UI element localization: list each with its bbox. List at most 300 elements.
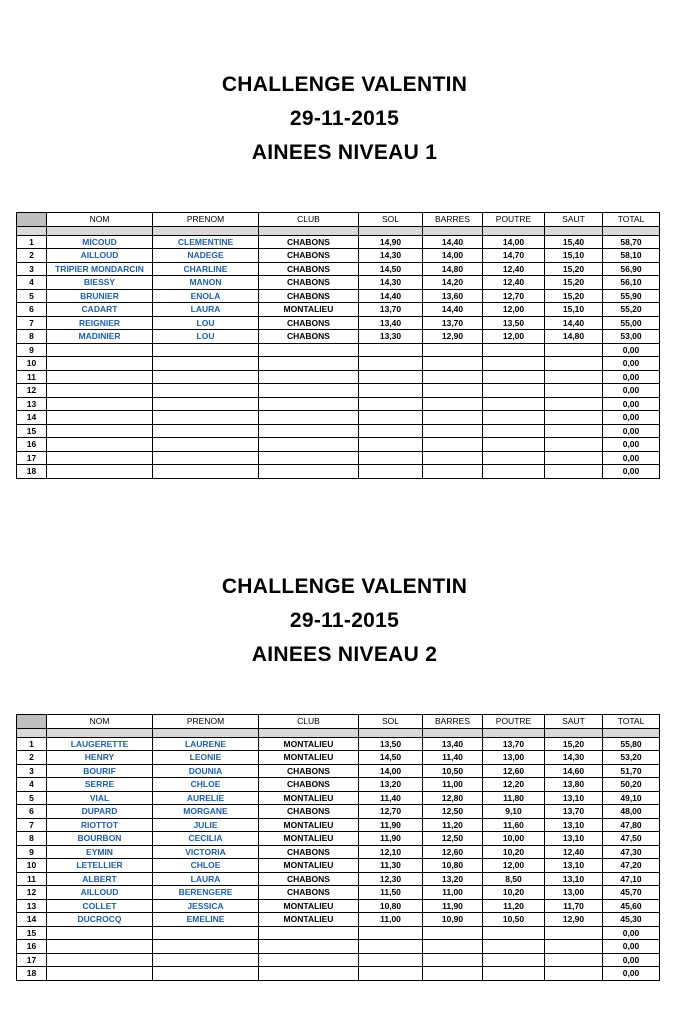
saut-cell: 15,20 [545,289,603,303]
nom-cell: LETELLIER [47,859,153,873]
results-table [16,212,660,479]
club-cell: CHABONS [259,249,359,263]
nom-cell [47,411,153,425]
club-cell [259,384,359,398]
poutre-cell: 12,20 [483,778,545,792]
club-cell [259,451,359,465]
prenom-cell [153,940,259,954]
table-row [17,370,660,384]
saut-cell [545,451,603,465]
club-cell [259,424,359,438]
nom-cell: BIESSY [47,276,153,290]
poutre-cell: 13,70 [483,737,545,751]
rank-cell: 10 [17,357,47,371]
prenom-cell: ENOLA [153,289,259,303]
total-cell: 55,00 [603,316,660,330]
nom-cell: BOURBON [47,832,153,846]
table-row [17,778,660,792]
barres-cell: 14,20 [423,276,483,290]
table-row [17,805,660,819]
club-cell: MONTALIEU [259,751,359,765]
rank-cell: 12 [17,886,47,900]
total-cell: 0,00 [603,411,660,425]
barres-cell [423,465,483,479]
prenom-cell: JULIE [153,818,259,832]
total-cell: 47,10 [603,872,660,886]
nom-cell: DUCROCQ [47,913,153,927]
poutre-cell: 14,00 [483,235,545,249]
poutre-cell: 11,80 [483,791,545,805]
prenom-cell: LAURA [153,303,259,317]
col-header-poutre: POUTRE [483,213,545,227]
poutre-cell [483,926,545,940]
prenom-cell [153,384,259,398]
sol-cell: 13,30 [359,330,423,344]
prenom-cell: AURELIE [153,791,259,805]
saut-cell: 12,40 [545,845,603,859]
rank-cell: 7 [17,316,47,330]
sheet-header [0,68,689,170]
barres-cell: 11,00 [423,886,483,900]
nom-cell: MICOUD [47,235,153,249]
poutre-cell [483,438,545,452]
saut-cell [545,967,603,981]
poutre-cell: 10,00 [483,832,545,846]
saut-cell: 13,10 [545,872,603,886]
table-row [17,764,660,778]
separator-row [17,728,660,737]
total-cell: 0,00 [603,343,660,357]
header-row [17,715,660,729]
sol-cell [359,465,423,479]
barres-cell: 11,40 [423,751,483,765]
total-cell: 0,00 [603,953,660,967]
saut-cell [545,926,603,940]
prenom-cell [153,465,259,479]
poutre-cell: 13,50 [483,316,545,330]
total-cell: 0,00 [603,940,660,954]
sol-cell: 11,50 [359,886,423,900]
poutre-cell [483,397,545,411]
poutre-cell [483,465,545,479]
club-cell: CHABONS [259,778,359,792]
col-header-club: CLUB [259,213,359,227]
nom-cell [47,384,153,398]
total-cell: 0,00 [603,384,660,398]
table-row [17,832,660,846]
club-cell [259,397,359,411]
barres-cell: 11,20 [423,818,483,832]
club-cell: CHABONS [259,872,359,886]
col-header-barres: BARRES [423,213,483,227]
saut-cell: 13,10 [545,791,603,805]
table-row [17,791,660,805]
prenom-cell: VICTORIA [153,845,259,859]
club-cell [259,357,359,371]
total-cell: 0,00 [603,967,660,981]
rank-cell: 8 [17,330,47,344]
total-cell: 0,00 [603,424,660,438]
nom-cell [47,940,153,954]
nom-cell [47,357,153,371]
sol-cell: 11,40 [359,791,423,805]
saut-cell: 15,20 [545,262,603,276]
rank-header [17,715,47,729]
table-row [17,926,660,940]
sol-cell: 14,90 [359,235,423,249]
saut-cell [545,465,603,479]
table-row [17,235,660,249]
nom-cell: LAUGERETTE [47,737,153,751]
poutre-cell [483,967,545,981]
sol-cell: 14,40 [359,289,423,303]
club-cell: CHABONS [259,289,359,303]
total-cell: 55,90 [603,289,660,303]
sol-cell: 12,10 [359,845,423,859]
table-row [17,899,660,913]
saut-cell [545,343,603,357]
prenom-cell [153,438,259,452]
col-header-barres: BARRES [423,715,483,729]
total-cell: 0,00 [603,465,660,479]
sol-cell [359,384,423,398]
table-row [17,316,660,330]
sol-cell [359,424,423,438]
sol-cell [359,451,423,465]
club-cell: MONTALIEU [259,818,359,832]
table-row [17,940,660,954]
saut-cell: 15,10 [545,249,603,263]
table-row [17,465,660,479]
prenom-cell: MORGANE [153,805,259,819]
poutre-cell: 13,00 [483,751,545,765]
event-title: CHALLENGE VALENTIN [221,73,468,96]
nom-cell [47,397,153,411]
table-row [17,818,660,832]
nom-cell: CADART [47,303,153,317]
club-cell [259,967,359,981]
club-cell: CHABONS [259,845,359,859]
rank-cell: 17 [17,451,47,465]
prenom-cell [153,411,259,425]
total-cell: 58,70 [603,235,660,249]
rank-cell: 12 [17,384,47,398]
col-header-saut: SAUT [545,715,603,729]
rank-header [17,213,47,227]
club-cell [259,953,359,967]
total-cell: 53,00 [603,330,660,344]
total-cell: 48,00 [603,805,660,819]
saut-cell [545,411,603,425]
poutre-cell: 12,00 [483,330,545,344]
separator-row [17,226,660,235]
poutre-cell [483,953,545,967]
barres-cell [423,424,483,438]
poutre-cell [483,384,545,398]
saut-cell: 13,10 [545,859,603,873]
sol-cell: 11,30 [359,859,423,873]
rank-cell: 13 [17,397,47,411]
sol-cell [359,397,423,411]
rank-cell: 1 [17,235,47,249]
rank-cell: 5 [17,289,47,303]
saut-cell [545,940,603,954]
col-header-prenom: PRENOM [153,715,259,729]
saut-cell: 14,60 [545,764,603,778]
nom-cell: COLLET [47,899,153,913]
club-cell [259,438,359,452]
col-header-saut: SAUT [545,213,603,227]
barres-cell: 13,70 [423,316,483,330]
table-row [17,751,660,765]
total-cell: 47,50 [603,832,660,846]
rank-cell: 7 [17,818,47,832]
club-cell: MONTALIEU [259,832,359,846]
rank-cell: 11 [17,872,47,886]
sol-cell: 14,30 [359,249,423,263]
table-row [17,249,660,263]
prenom-cell [153,953,259,967]
rank-cell: 2 [17,751,47,765]
total-cell: 50,20 [603,778,660,792]
poutre-cell: 12,00 [483,859,545,873]
nom-cell [47,967,153,981]
poutre-cell: 12,70 [483,289,545,303]
col-header-nom: NOM [47,715,153,729]
poutre-cell [483,940,545,954]
barres-cell: 11,00 [423,778,483,792]
saut-cell [545,953,603,967]
poutre-cell: 11,60 [483,818,545,832]
barres-cell: 10,80 [423,859,483,873]
total-cell: 58,10 [603,249,660,263]
rank-cell: 10 [17,859,47,873]
rank-cell: 9 [17,845,47,859]
prenom-cell: MANON [153,276,259,290]
total-cell: 51,70 [603,764,660,778]
table-row [17,303,660,317]
sol-cell [359,370,423,384]
nom-cell: VIAL [47,791,153,805]
barres-cell: 12,60 [423,845,483,859]
total-cell: 53,20 [603,751,660,765]
sol-cell: 12,70 [359,805,423,819]
category-title: AINEES NIVEAU 1 [251,141,438,164]
saut-cell [545,357,603,371]
barres-cell: 10,50 [423,764,483,778]
table-row [17,438,660,452]
table-row [17,411,660,425]
nom-cell [47,343,153,357]
saut-cell: 15,20 [545,737,603,751]
results-table [16,714,660,981]
saut-cell: 13,70 [545,805,603,819]
saut-cell: 15,40 [545,235,603,249]
header-row [17,213,660,227]
table-row [17,859,660,873]
rank-cell: 15 [17,424,47,438]
club-cell [259,343,359,357]
rank-cell: 17 [17,953,47,967]
club-cell: CHABONS [259,235,359,249]
barres-cell [423,953,483,967]
prenom-cell: CLEMENTINE [153,235,259,249]
barres-cell [423,451,483,465]
poutre-cell: 10,50 [483,913,545,927]
club-cell: MONTALIEU [259,303,359,317]
sol-cell [359,357,423,371]
total-cell: 0,00 [603,926,660,940]
club-cell [259,926,359,940]
rank-cell: 3 [17,262,47,276]
saut-cell: 12,90 [545,913,603,927]
sol-cell [359,343,423,357]
barres-cell [423,343,483,357]
club-cell: MONTALIEU [259,899,359,913]
barres-cell [423,967,483,981]
barres-cell [423,357,483,371]
total-cell: 47,20 [603,859,660,873]
sol-cell [359,926,423,940]
rank-cell: 18 [17,465,47,479]
sol-cell: 14,30 [359,276,423,290]
sol-cell: 13,20 [359,778,423,792]
barres-cell: 12,50 [423,805,483,819]
event-title: CHALLENGE VALENTIN [221,575,468,598]
total-cell: 56,90 [603,262,660,276]
barres-cell: 13,40 [423,737,483,751]
poutre-cell [483,424,545,438]
sol-cell [359,953,423,967]
club-cell: CHABONS [259,886,359,900]
barres-cell [423,411,483,425]
sol-cell: 14,50 [359,751,423,765]
table-row [17,357,660,371]
prenom-cell: LAURA [153,872,259,886]
table-row [17,872,660,886]
saut-cell: 13,80 [545,778,603,792]
col-header-prenom: PRENOM [153,213,259,227]
nom-cell [47,424,153,438]
barres-cell [423,926,483,940]
barres-cell: 10,90 [423,913,483,927]
prenom-cell [153,926,259,940]
nom-cell: EYMIN [47,845,153,859]
barres-cell: 14,40 [423,303,483,317]
sol-cell: 11,90 [359,832,423,846]
sol-cell: 13,50 [359,737,423,751]
prenom-cell: CECILIA [153,832,259,846]
col-header-sol: SOL [359,213,423,227]
sol-cell: 12,30 [359,872,423,886]
barres-cell: 12,90 [423,330,483,344]
rank-cell: 18 [17,967,47,981]
prenom-cell [153,357,259,371]
barres-cell: 12,80 [423,791,483,805]
prenom-cell: CHLOE [153,778,259,792]
prenom-cell [153,343,259,357]
nom-cell: MADINIER [47,330,153,344]
rank-cell: 6 [17,303,47,317]
nom-cell: HENRY [47,751,153,765]
rank-cell: 14 [17,913,47,927]
table-row [17,330,660,344]
total-cell: 45,30 [603,913,660,927]
sol-cell: 10,80 [359,899,423,913]
col-header-nom: NOM [47,213,153,227]
table-row [17,737,660,751]
table-row [17,397,660,411]
barres-cell [423,940,483,954]
nom-cell: AILLOUD [47,249,153,263]
total-cell: 55,20 [603,303,660,317]
total-cell: 0,00 [603,357,660,371]
nom-cell: SERRE [47,778,153,792]
nom-cell: ALBERT [47,872,153,886]
total-cell: 0,00 [603,438,660,452]
table-row [17,886,660,900]
club-cell: CHABONS [259,805,359,819]
total-cell: 47,80 [603,818,660,832]
table-row [17,913,660,927]
poutre-cell: 11,20 [483,899,545,913]
table-row [17,967,660,981]
saut-cell: 15,10 [545,303,603,317]
sol-cell: 11,90 [359,818,423,832]
event-date: 29-11-2015 [289,107,400,130]
prenom-cell: LOU [153,316,259,330]
rank-cell: 4 [17,778,47,792]
poutre-cell [483,343,545,357]
prenom-cell: CHARLINE [153,262,259,276]
poutre-cell [483,451,545,465]
prenom-cell [153,397,259,411]
saut-cell [545,370,603,384]
nom-cell: RIOTTOT [47,818,153,832]
category-title: AINEES NIVEAU 2 [251,643,438,666]
poutre-cell: 10,20 [483,845,545,859]
prenom-cell [153,424,259,438]
barres-cell [423,397,483,411]
barres-cell [423,384,483,398]
saut-cell: 11,70 [545,899,603,913]
col-header-club: CLUB [259,715,359,729]
poutre-cell [483,357,545,371]
total-cell: 45,70 [603,886,660,900]
club-cell: CHABONS [259,262,359,276]
total-cell: 0,00 [603,370,660,384]
table-row [17,451,660,465]
poutre-cell: 12,40 [483,276,545,290]
barres-cell [423,438,483,452]
rank-cell: 14 [17,411,47,425]
prenom-cell: LEONIE [153,751,259,765]
sol-cell: 13,70 [359,303,423,317]
poutre-cell: 14,70 [483,249,545,263]
total-cell: 55,80 [603,737,660,751]
barres-cell: 13,60 [423,289,483,303]
prenom-cell: EMELINE [153,913,259,927]
club-cell [259,411,359,425]
sheet-header [0,570,689,672]
saut-cell: 15,20 [545,276,603,290]
rank-cell: 9 [17,343,47,357]
col-header-sol: SOL [359,715,423,729]
prenom-cell: DOUNIA [153,764,259,778]
saut-cell [545,384,603,398]
prenom-cell: LAURENE [153,737,259,751]
rank-cell: 1 [17,737,47,751]
